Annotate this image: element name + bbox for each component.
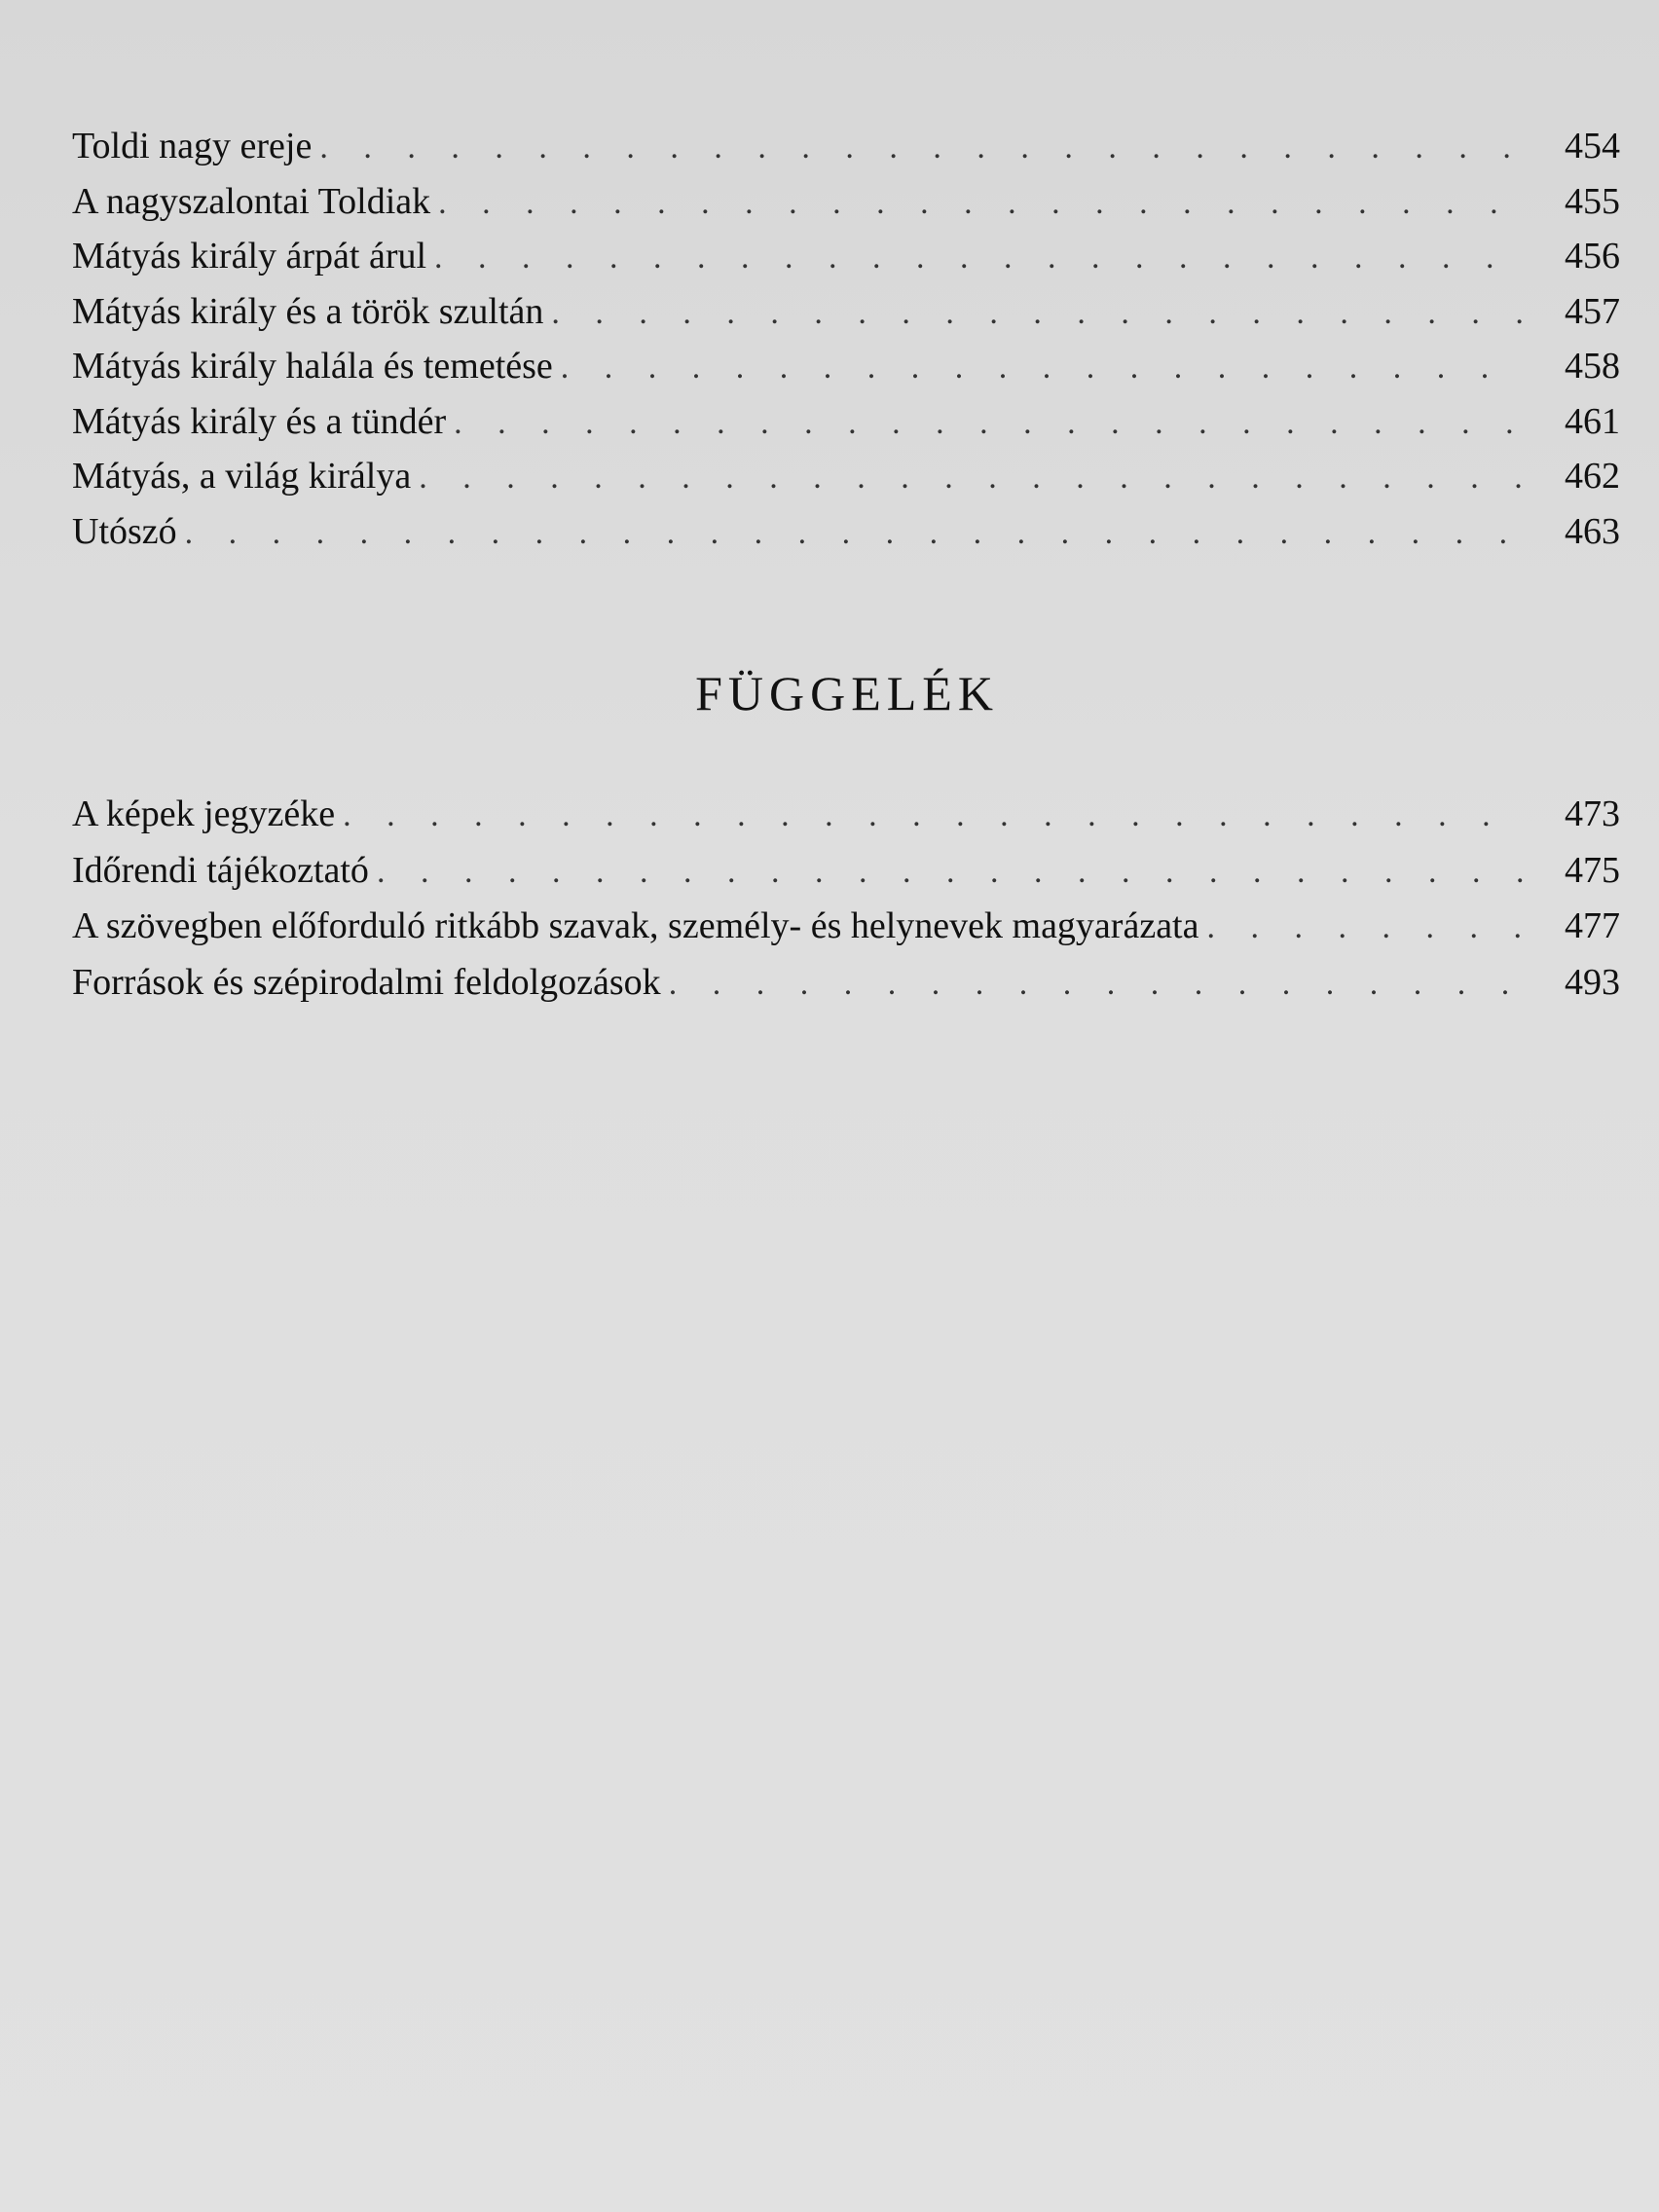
toc-entry-title: Mátyás király halála és temetése [72,346,553,387]
toc-entry-page: 456 [1565,236,1620,276]
toc-entry [72,229,1620,284]
dot-leader [343,789,1523,843]
toc-entry [72,394,1620,450]
dot-leader [561,341,1523,395]
dot-leader [377,845,1523,900]
dot-leader [454,396,1523,451]
toc-entry [72,449,1620,504]
appendix-entry-title: A szövegben előforduló ritkább szavak, személy- és helynevek magyarázata [72,905,1199,946]
table-of-contents [72,119,1620,559]
toc-entry-page: 462 [1565,456,1620,497]
dot-leader [434,231,1523,285]
toc-entry-title: Toldi nagy ereje [72,126,313,166]
appendix-heading: FÜGGELÉK [695,666,999,720]
appendix-entry-page: 493 [1565,961,1620,1003]
appendix-entry [72,899,1620,955]
toc-entry [72,504,1620,560]
appendix-entry [72,955,1620,1012]
dot-leader [419,451,1523,505]
toc-entry [72,284,1620,340]
appendix-entry-page: 473 [1565,793,1620,834]
dot-leader [319,121,1523,175]
toc-entry-title: Utószó [72,510,177,552]
toc-entry [72,174,1620,230]
toc-entry-page: 454 [1565,126,1620,166]
appendix-entry-title: Időrendi tájékoztató [72,849,369,891]
appendix-contents [72,787,1620,1011]
toc-entry-title: Mátyás, a világ királya [72,456,412,497]
dot-leader [1206,901,1523,955]
toc-entry-title: Mátyás király és a tündér [72,400,447,442]
dot-leader [551,286,1523,341]
toc-entry [72,339,1620,394]
dot-leader [438,176,1523,231]
toc-entry-page: 463 [1565,510,1620,552]
appendix-entry-title: A képek jegyzéke [72,793,336,834]
toc-entry [72,119,1620,174]
appendix-entry-page: 475 [1565,849,1620,891]
appendix-entry-title: Források és szépirodalmi feldolgozások [72,961,661,1003]
appendix-entry [72,843,1620,900]
dot-leader [669,957,1523,1012]
toc-entry-title: Mátyás király és a török szultán [72,290,544,332]
dot-leader [185,506,1523,561]
appendix-entry-page: 477 [1565,905,1620,946]
toc-entry-page: 455 [1565,180,1620,222]
appendix-entry [72,787,1620,843]
toc-entry-page: 458 [1565,346,1620,387]
toc-entry-page: 461 [1565,400,1620,442]
toc-entry-title: A nagyszalontai Toldiak [72,180,431,222]
toc-entry-title: Mátyás király árpát árul [72,236,427,276]
toc-entry-page: 457 [1565,290,1620,332]
